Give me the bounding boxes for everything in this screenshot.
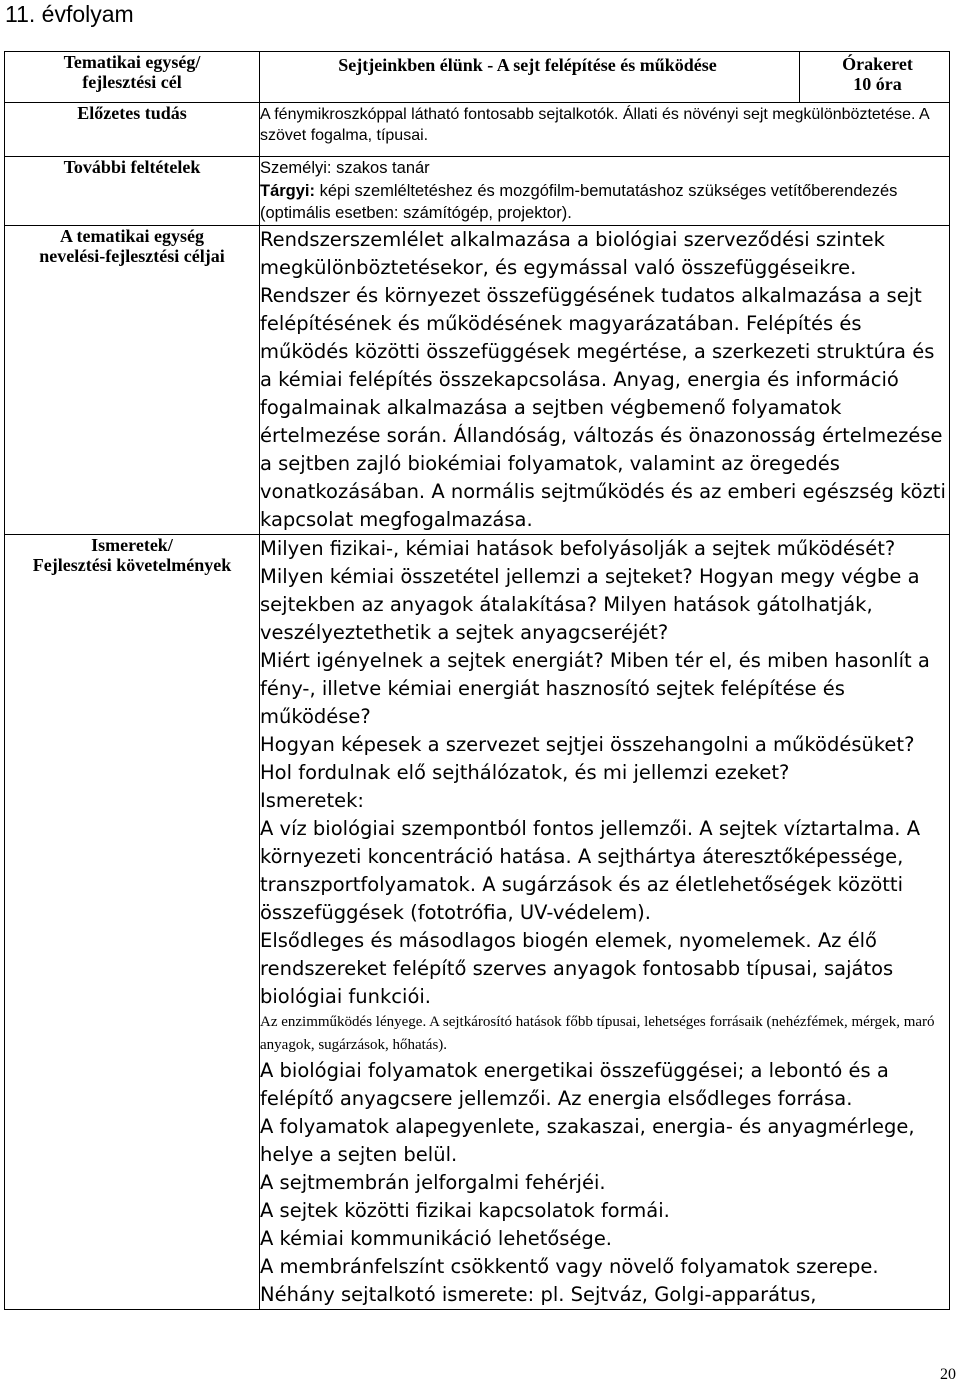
knowledge-paragraph: Néhány sejtalkotó ismerete: pl. Sejtváz, Golgi-apparátus, [260, 1282, 817, 1306]
knowledge-paragraph: A folyamatok alapegyenlete, szakaszai, energia- és anyagmérlege, helye a sejten belül. [260, 1114, 915, 1166]
hours-value: 10 óra [853, 74, 902, 94]
knowledge-paragraph: Elsődleges és másodlagos biogén elemek, nyomelemek. Az élő rendszereket felépítő szerves anyagok fontosabb típusai, sajátos biológiai funkciói. [260, 928, 894, 1008]
material-value: képi szemléltetéshez és mozgófilm-bemutatáshoz szükséges vetítőberendezés (optimális esetben: számítógép, projektor). [260, 181, 898, 222]
hours-box [799, 51, 955, 102]
row-label-requirements [5, 534, 260, 1309]
material-label: Tárgyi: [260, 181, 316, 200]
question-paragraph: Hogyan képesek a szervezet sejtjei összehangolni a működésüket? Hol fordulnak elő sejthálózatok, és mi jellemzi ezeket? [260, 732, 915, 784]
row-label-line: A tematikai egység [60, 225, 204, 246]
row-label-line: nevelési-fejlesztési céljai [39, 245, 225, 266]
hours-label: Órakeret [842, 54, 913, 74]
knowledge-paragraph: A sejtmembrán jelforgalmi fehérjéi. [260, 1170, 606, 1194]
row-label-goals [5, 225, 260, 534]
curriculum-table [4, 51, 950, 1310]
knowledge-paragraph: A biológiai folyamatok energetikai összefüggései; a lebontó és a felépítő anyagcsere jellemzői. Az energia elsődleges forrása. [260, 1058, 889, 1110]
requirements-cell [260, 534, 950, 1309]
table-row [5, 534, 950, 1309]
prior-knowledge-text: A fénymikroszkóppal látható fontosabb sejtalkotók. Állati és növényi sejt megkülönböztetése. A szövet fogalma, típusai. [260, 103, 950, 157]
personal-label: Személyi: [260, 159, 332, 177]
row-label-line: Tematikai egység/ [63, 52, 201, 72]
knowledge-paragraph: A víz biológiai szempontból fontos jellemzői. A sejtek víztartalma. A környezeti koncentráció hatása. A sejthártya áteresztőképessége, transzportfolyamatok. A sugárzások és az életlehetőségek közötti összefüggések (fototrófia, UV-védelem). [260, 816, 921, 924]
row-label-prior-knowledge [5, 103, 260, 157]
question-paragraph: Milyen fizikai-, kémiai hatások befolyásolják a sejtek működését? Milyen kémiai összetétel jellemzi a sejteket? Hogyan megy végbe a sejtekben az anyagok átalakítása? Milyen hatások gátolhatják, veszélyeztethetik a sejtek anyagcseréjét? [260, 536, 920, 644]
table-row [5, 103, 950, 157]
page-number: 20 [940, 1366, 956, 1383]
knowledge-heading: Ismeretek: [260, 788, 364, 812]
knowledge-paragraph: A membránfelszínt csökkentő vagy növelő folyamatok szerepe. [260, 1254, 879, 1278]
row-label-line: Fejlesztési követelmények [32, 554, 232, 575]
row-label-line: További feltételek [63, 157, 201, 177]
row-label-conditions [5, 157, 260, 226]
conditions-cell [260, 157, 950, 226]
goals-text: Rendszerszemlélet alkalmazása a biológiai szerveződési szintek megkülönböztetésekor, és egymással való összefüggéseikre. Rendszer és környezet összefüggésének tudatos alkalmazása a sejt felépítésének és működésének magyarázatában. Felépítés és működés közötti összefüggések megértése, a szerkezeti struktúra és a kémiai felépítés összekapcsolása. Anyag, energia és információ fogalmainak alkalmazása a sejtben végbemenő folyamatok értelmezése során. Állandóság, változás és önazonosság értelmezése a sejtben zajló biokémiai folyamatok, valamint az öregedés vonatkozásában. A normális sejtműködés és az emberi egészség közti kapcsolat megfogalmazása. [260, 225, 950, 534]
question-paragraph: Miért igényelnek a sejtek energiát? Miben tér el, és miben hasonlít a fény-, illetve kémiai energiát hasznosító sejtek felépítése és működése? [260, 648, 930, 728]
row-label-unit [5, 52, 260, 103]
table-row [5, 52, 950, 103]
knowledge-paragraph: A sejtek közötti fizikai kapcsolatok formái. [260, 1198, 670, 1222]
row-label-line: fejlesztési cél [82, 72, 182, 92]
unit-title-cell [260, 52, 950, 103]
table-row [5, 157, 950, 226]
grade-heading: 11. évfolyam [5, 1, 134, 27]
row-label-line: Előzetes tudás [77, 103, 187, 123]
unit-title: Sejtjeinkben élünk - A sejt felépítése és működése [338, 55, 717, 75]
enzyme-paragraph: Az enzimműködés lényege. A sejtkárosító hatások főbb típusai, lehetséges forrásaik (nehézfémek, mérgek, maró anyagok, sugárzások, hőhatás). [260, 1013, 935, 1053]
row-label-line: Ismeretek/ [91, 534, 173, 555]
personal-value: szakos tanár [331, 159, 430, 177]
table-row [5, 225, 950, 534]
knowledge-paragraph: A kémiai kommunikáció lehetősége. [260, 1226, 613, 1250]
